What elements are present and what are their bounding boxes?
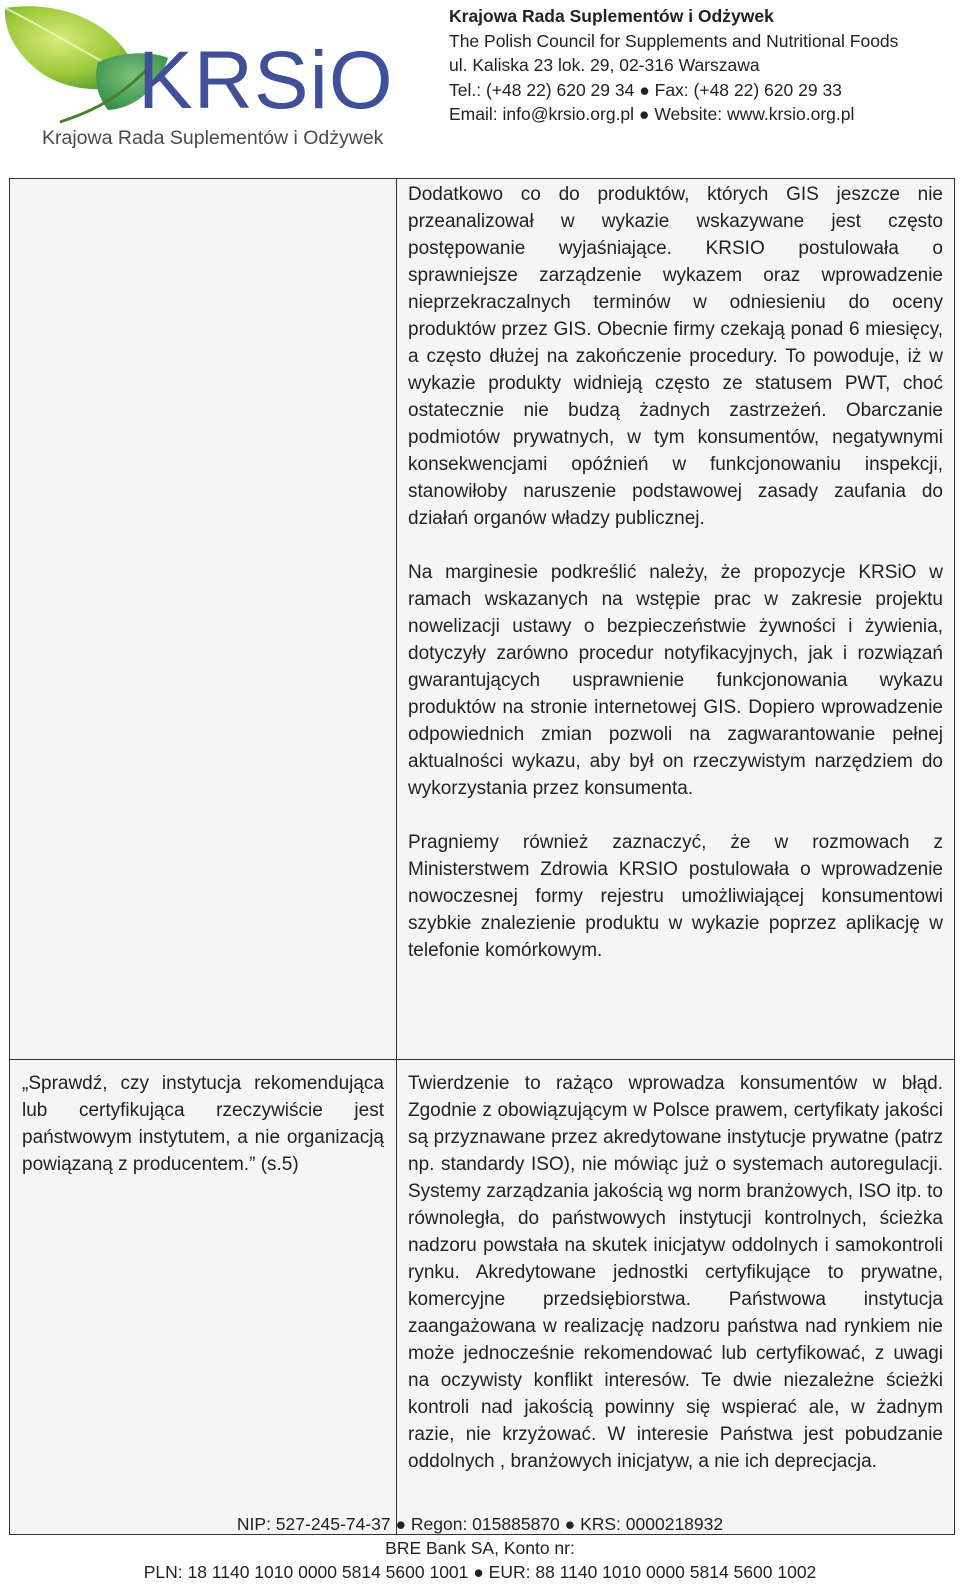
footer [0, 1512, 960, 1584]
org-name-en: The Polish Council for Supplements and Nutritional Foods [449, 30, 899, 51]
email-website: Email: info@krsio.org.pl ● Website: www.krsio.org.pl [449, 104, 855, 124]
quote-cell [10, 1060, 397, 1535]
response-paragraph: Pragniemy również zaznaczyć, że w rozmowach z Ministerstwem Zdrowia KRSIO postulowała o wprowadzenie nowoczesnej formy rejestru umożliwiającej konsumentowi szybkie znalezienie produktu w wykazie poprzez aplikację w telefonie komórkowym. [408, 832, 943, 961]
quote-cell [10, 179, 397, 1060]
response-cell [397, 179, 955, 1060]
response-cell [397, 1060, 955, 1535]
response-paragraph: Twierdzenie to rażąco wprowadza konsumentów w błąd. Zgodnie z obowiązującym w Polsce prawem, certyfikaty jakości są przyznawane przez akredytowane instytucje prywatne (patrz np. standardy ISO), nie mówiąc już o systemach autoregulacji. Systemy zarządzania jakością wg norm branżowych, ISO itp. to równoległa, do państwowych instytucji kontrolnych, ścieżka nadzoru powstała na skutek inicjatyw oddolnych i samokontroli rynku. Akredytowane jednostki certyfikujące to prywatne, komercyjne przedsiębiorstwa. Państwowa instytucja zaangażowana w realizację nadzoru państwa nad rynkiem nie może jednocześnie rekomendować lub certyfikować, z uwagi na oczywisty konflikt interesów. Te dwie niezależne ścieżki kontroli nad jakością powinny się wspierać ale, w żadnym razie, nie krzyżować. W interesie Państwa jest pobudzanie oddolnych , branżowych inicjatyw, a nie ich deprecjacja. [408, 1073, 943, 1472]
response-paragraph: Na marginesie podkreślić należy, że propozycje KRSiO w ramach wskazanych na wstępie prac w zakresie projektu nowelizacji ustawy o bezpieczeństwie żywności i żywienia, dotyczyły zarówno procedur notyfikacyjnych, jak i rozwiązań gwarantujących usprawnienie funkcjonowania wykazu produktów na stronie internetowej GIS. Dopiero wprowadzenie odpowiednich zmian pozwoli na zagwarantowanie pełnej aktualności wykazu, aby był on rzeczywistym narzędziem do wykorzystania przez konsumenta. [408, 562, 943, 799]
logo-subtitle: Krajowa Rada Suplementów i Odżywek [42, 127, 384, 149]
footer-registration: NIP: 527-245-74-37 ● Regon: 015885870 ● KRS: 0000218932 [236, 1514, 724, 1534]
letterhead [0, 0, 960, 170]
quote-text: „Sprawdź, czy instytucja rekomendująca lub certyfikująca rzeczywiście jest państwowym instytutem, a nie organizacją powiązaną z producentem.” (s.5) [22, 1073, 384, 1175]
table-row [10, 1060, 955, 1535]
org-name: Krajowa Rada Suplementów i Odżywek [449, 6, 774, 26]
footer-bank: BRE Bank SA, Konto nr: [385, 1538, 575, 1558]
logo-wordmark: KRSiO [138, 35, 394, 126]
footer-accounts: PLN: 18 1140 1010 0000 5814 5600 1001 ● EUR: 88 1140 1010 0000 5814 5600 1002 [143, 1562, 817, 1582]
response-paragraph: Dodatkowo co do produktów, których GIS jeszcze nie przeanalizował w wykazie wskazywane jest często postępowanie wyjaśniające. KRSIO postulowała o sprawniejsze zarządzenie wykazem oraz wprowadzenie nieprzekraczalnych terminów w odniesieniu do oceny produktów przez GIS. Obecnie firmy czekają ponad 6 miesięcy, a często dłużej na zakończenie procedury. To powoduje, iż w wykazie produkty widnieją często ze statusem PWT, choć ostatecznie nie budzą żadnych zastrzeżeń. Obarczanie podmiotów prywatnych, w tym konsumentów, negatywnymi konsekwencjami opóźnień w funkcjonowaniu inspekcji, stanowiłoby naruszenie podstawowej zasady zaufania do działań organów władzy publicznej. [408, 184, 943, 529]
contact-block [449, 4, 954, 127]
table-row [10, 179, 955, 1060]
krsio-logo [0, 0, 410, 165]
comments-table [9, 178, 955, 1535]
phone-fax: Tel.: (+48 22) 620 29 34 ● Fax: (+48 22) 620 29 33 [449, 79, 842, 100]
address: ul. Kaliska 23 lok. 29, 02-316 Warszawa [449, 55, 760, 75]
